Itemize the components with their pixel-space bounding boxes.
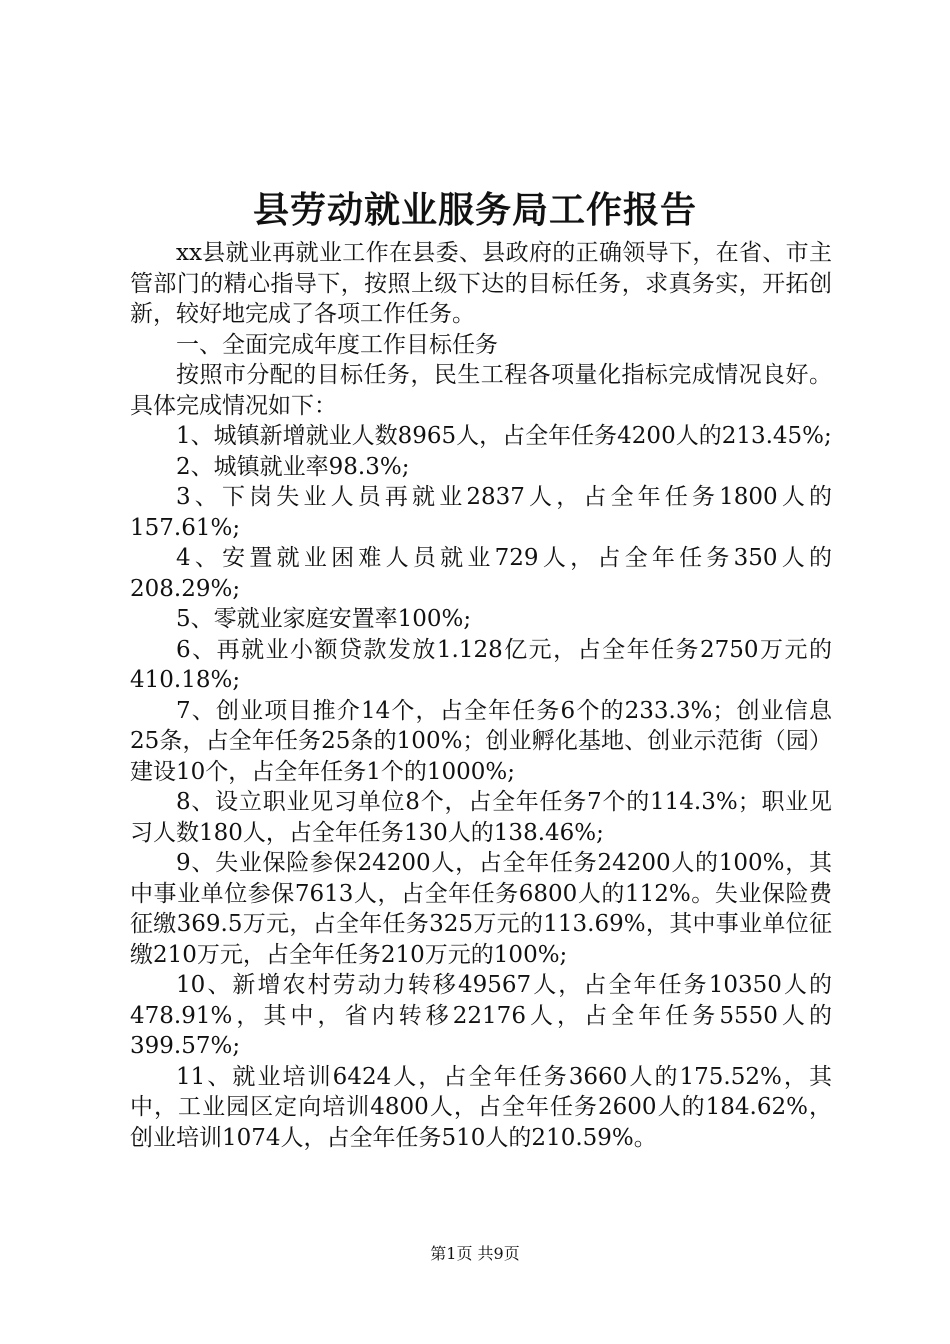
list-item: 1、城镇新增就业人数8965人，占全年任务4200人的213.45%; [176,423,832,449]
document-body [130,238,832,1153]
paragraph-overview: 按照市分配的目标任务，民生工程各项量化指标完成情况良好。具体完成情况如下： [130,362,832,419]
document-title: 县劳动就业服务局工作报告 [252,189,697,231]
list-item: 5、零就业家庭安置率100%; [176,606,472,632]
list-item: 7、创业项目推介14个，占全年任务6个的233.3%；创业信息25条，占全年任务25条的100%；创业孵化基地、创业示范街（园）建设10个，占全年任务1个的1000%; [130,697,832,785]
paragraph-intro: xx县就业再就业工作在县委、县政府的正确领导下，在省、市主管部门的精心指导下，按照上级下达的目标任务，求真务实，开拓创新，较好地完成了各项工作任务。 [130,240,832,327]
list-item: 11、就业培训6424人，占全年任务3660人的175.52%，其中，工业园区定向培训4800人，占全年任务2600人的184.62%，创业培训1074人，占全年任务510人的210.59%。 [130,1063,832,1151]
list-item: 9、失业保险参保24200人，占全年任务24200人的100%，其中事业单位参保7613人，占全年任务6800人的112%。失业保险费征缴369.5万元，占全年任务325万元的113.69%，其中事业单位征缴210万元，占全年任务210万元的100%; [130,850,832,968]
list-item: 2、城镇就业率98.3%; [176,453,410,480]
list-item: 6、再就业小额贷款发放1.128亿元，占全年任务2750万元的410.18%; [130,636,832,693]
list-item: 3、下岗失业人员再就业2837人，占全年任务1800人的157.61%; [130,484,832,541]
page-footer: 第1页 共9页 [430,1244,520,1263]
section-heading: 一、全面完成年度工作目标任务 [176,331,498,358]
list-item: 10、新增农村劳动力转移49567人，占全年任务10350人的478.91%，其中，省内转移22176人，占全年任务5550人的399.57%; [130,972,832,1059]
list-item: 4、安置就业困难人员就业729人，占全年任务350人的208.29%; [130,545,832,602]
list-item: 8、设立职业见习单位8个，占全年任务7个的114.3%；职业见习人数180人，占全年任务130人的138.46%; [130,789,832,846]
